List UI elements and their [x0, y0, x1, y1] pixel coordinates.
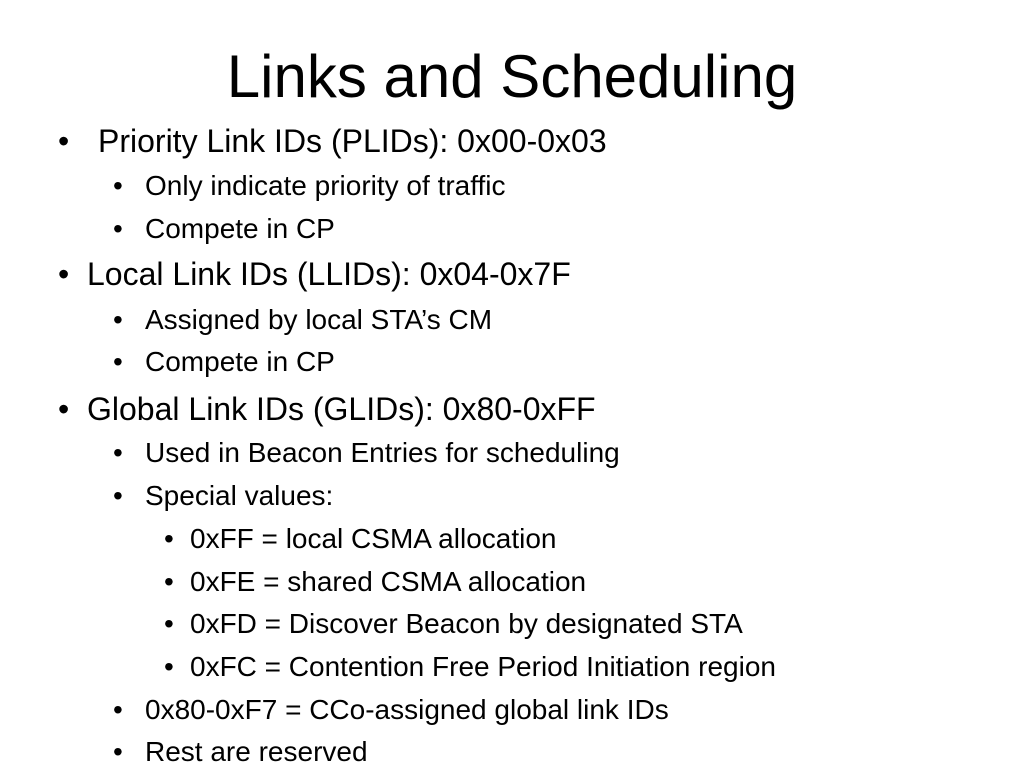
special-value-item	[164, 607, 743, 641]
bullet-marker: •	[58, 123, 70, 159]
sub-bullet-text: Compete in CP	[145, 346, 335, 377]
special-value-item	[164, 522, 557, 556]
sub-bullet	[113, 436, 620, 470]
bullet-marker: •	[113, 346, 123, 377]
slide-title: Links and Scheduling	[226, 43, 798, 110]
bullet-marker: •	[113, 480, 123, 511]
bullet-glids	[58, 390, 596, 428]
sub-bullet-text: Compete in CP	[145, 213, 335, 244]
bullet-plids	[58, 122, 607, 160]
bullet-marker: •	[164, 523, 174, 554]
sub-bullet-text: Rest are reserved	[145, 736, 368, 767]
sub-bullet	[113, 735, 368, 769]
bullet-marker: •	[164, 566, 174, 597]
sub-bullet	[113, 169, 506, 203]
bullet-marker: •	[113, 304, 123, 335]
special-value-text: 0xFC = Contention Free Period Initiation region	[190, 651, 776, 682]
bullet-text: Priority Link IDs (PLIDs): 0x00-0x03	[98, 123, 607, 159]
special-value-text: 0xFD = Discover Beacon by designated STA	[190, 608, 743, 639]
special-value-item	[164, 565, 586, 599]
bullet-text: Local Link IDs (LLIDs): 0x04-0x7F	[87, 256, 571, 292]
sub-bullet	[113, 479, 333, 513]
sub-bullet-text: 0x80-0xF7 = CCo-assigned global link IDs	[145, 694, 669, 725]
sub-bullet-text: Assigned by local STA’s CM	[145, 304, 493, 335]
special-value-text: 0xFF = local CSMA allocation	[190, 523, 557, 554]
bullet-marker: •	[58, 256, 70, 292]
bullet-marker: •	[113, 694, 123, 725]
bullet-marker: •	[164, 651, 174, 682]
bullet-marker: •	[164, 608, 174, 639]
sub-bullet	[113, 345, 335, 379]
bullet-marker: •	[58, 391, 70, 427]
bullet-marker: •	[113, 170, 123, 201]
sub-bullet	[113, 212, 335, 246]
bullet-marker: •	[113, 736, 123, 767]
sub-bullet-text: Only indicate priority of traffic	[145, 170, 506, 201]
sub-bullet	[113, 303, 492, 337]
bullet-marker: •	[113, 437, 123, 468]
special-value-text: 0xFE = shared CSMA allocation	[190, 566, 587, 597]
sub-bullet-text: Used in Beacon Entries for scheduling	[145, 437, 620, 468]
sub-bullet	[113, 693, 669, 727]
bullet-marker: •	[113, 213, 123, 244]
sub-bullet-text: Special values:	[145, 480, 334, 511]
bullet-text: Global Link IDs (GLIDs): 0x80-0xFF	[87, 391, 596, 427]
special-value-item	[164, 650, 776, 684]
bullet-llids	[58, 255, 571, 293]
